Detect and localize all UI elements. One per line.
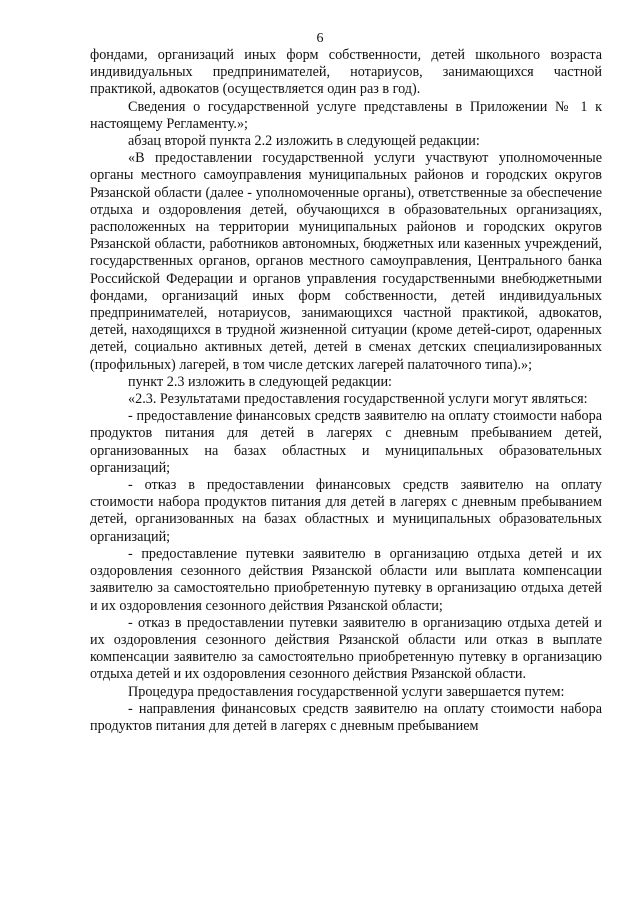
paragraph: «2.3. Результатами предоставления государственной услуги могут являться: [128, 391, 588, 408]
paragraph: абзац второй пункта 2.2 изложить в следующей редакции: [128, 133, 480, 150]
paragraph: - направления финансовых средств заявителю на оплату стоимости набора продуктов питания для детей в лагерях с дневным пребыванием [90, 700, 602, 734]
paragraph: Сведения о государственной услуге представлены в Приложении № 1 к настоящему Регламенту.»; [90, 98, 602, 132]
paragraph: - предоставление путевки заявителю в организацию отдыха детей и их оздоровления сезонного действия Рязанской области или выплата компенсации заявителю за самостоятельно приобретенную путевку в организацию отдыха детей и их оздоровления сезонного действия Рязанской области; [90, 545, 602, 614]
paragraph: - отказ в предоставлении финансовых средств заявителю на оплату стоимости набора продуктов питания для детей в лагерях с дневным пребыванием детей, организованных на базах областных и муниципальных образовательных организаций; [90, 477, 602, 545]
paragraph: пункт 2.3 изложить в следующей редакции: [128, 373, 392, 390]
document-body [90, 47, 602, 735]
page-number: 6 [316, 31, 324, 46]
paragraph: - предоставление финансовых средств заявителю на оплату стоимости набора продуктов питания для детей в лагерях с дневным пребыванием детей, организованных на базах областных и муниципальных образовательных организаций; [90, 408, 602, 476]
paragraph: Процедура предоставления государственной услуги завершается путем: [128, 683, 565, 700]
paragraph: фондами, организаций иных форм собственности, детей школьного возраста индивидуальных предпринимателей, нотариусов, занимающихся частной практикой, адвокатов (осуществляется один раз в год). [90, 47, 602, 98]
paragraph: - отказ в предоставлении путевки заявителю в организацию отдыха детей и их оздоровления сезонного действия Рязанской области или отказ в выплате компенсации заявителю за самостоятельно приобретенную путевку в организацию отдыха детей и их оздоровления сезонного действия Рязанской области. [90, 614, 602, 683]
paragraph: «В предоставлении государственной услуги участвуют уполномоченные органы местного самоуправления муниципальных районов и городских округов Рязанской области (далее - уполномоченные органы), ответственные за обеспечение отдыха и оздоровления детей, обучающихся в образовательных организациях, расположенных на территории муниципальных районов и городских округов Рязанской области, работников автономных, бюджетных или казенных учреждений, государственных органов, органов местного самоуправления, Центрального банка Российской Федерации и органов управления государственными внебюджетными фондами, организаций иных форм собственности, детей индивидуальных предпринимателей, нотариусов, занимающихся частной практикой, адвокатов, детей, находящихся в трудной жизненной ситуации (кроме детей-сирот, одаренных детей, социально активных детей, детей в сменах детских специализированных (профильных) лагерей, в том числе детских лагерей палаточного типа).»; [90, 150, 602, 373]
